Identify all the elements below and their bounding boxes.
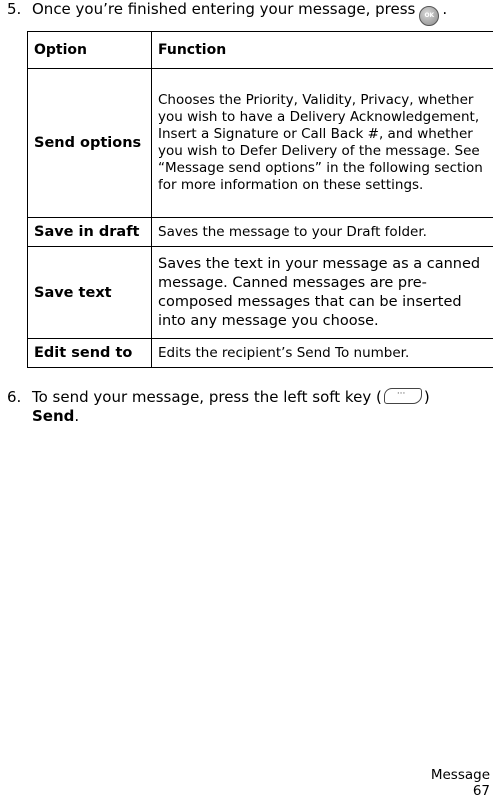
function-cell: Saves the message to your Draft folder.	[152, 218, 493, 247]
option-cell: Edit send to	[28, 339, 152, 368]
step-text-after: )	[423, 388, 430, 406]
option-cell: Save text	[28, 247, 152, 339]
table-header-row	[28, 32, 493, 69]
step-number: 6.	[7, 388, 22, 406]
header-function: Function	[152, 32, 493, 69]
function-cell: Edits the recipient’s Send To number.	[152, 339, 493, 368]
page-number: 67	[472, 783, 490, 799]
step-number: 5.	[7, 0, 22, 18]
ok-key-icon: OK	[419, 6, 439, 26]
step-text: To send your message, press the left soft key (	[32, 388, 382, 406]
section-name: Message	[430, 767, 490, 783]
header-option: Option	[28, 32, 152, 69]
table-row	[28, 218, 493, 247]
function-cell: Saves the text in your message as a canned message. Canned messages are pre-composed messages that can be inserted into any message you choose.	[152, 247, 493, 339]
table-row	[28, 69, 493, 218]
step-5	[7, 0, 447, 26]
left-soft-key-icon	[384, 388, 422, 404]
option-cell: Save in draft	[28, 218, 152, 247]
table-row	[28, 339, 493, 368]
page-footer	[431, 767, 490, 799]
function-cell: Chooses the Priority, Validity, Privacy, whether you wish to have a Delivery Acknowledgement, Insert a Signature or Call Back #, and whether you wish to Defer Delivery of the message. See “Message send options” in the following section for more information on these settings.	[152, 69, 493, 218]
step-end: .	[74, 407, 80, 425]
table-row	[28, 247, 493, 339]
step-6	[7, 388, 430, 426]
options-table	[27, 31, 493, 368]
step-text: Once you’re finished entering your message, press	[32, 0, 416, 18]
send-label: Send	[32, 407, 75, 425]
step-end: .	[442, 0, 448, 18]
option-cell: Send options	[28, 69, 152, 218]
